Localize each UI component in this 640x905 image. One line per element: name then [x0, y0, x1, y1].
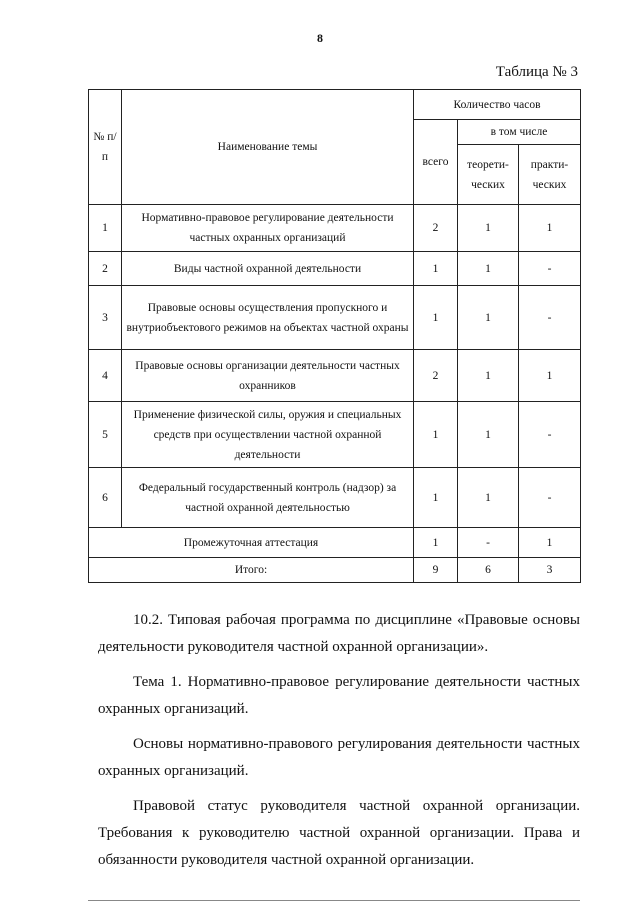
cell-total: 2	[414, 350, 458, 402]
cell-topic: Применение физической силы, оружия и специальных средств при осуществлении частной охранной деятельности	[122, 402, 414, 468]
cell-theory: 1	[458, 350, 519, 402]
cell-practice: -	[519, 286, 581, 350]
table-row	[89, 350, 581, 402]
cell-topic: Правовые основы организации деятельности частных охранников	[122, 350, 414, 402]
cell-theory: 1	[458, 205, 519, 252]
cell-total: 1	[414, 252, 458, 286]
cell-total: 1	[414, 402, 458, 468]
cell-total: 2	[414, 205, 458, 252]
paragraph-status: Правовой статус руководителя частной охранной организации. Требования к руководителю частной охранной организации. Права и обязанности руководителя частной охранной организации.	[98, 798, 580, 868]
cell-total: 1	[414, 468, 458, 528]
page-edge-line	[88, 900, 580, 901]
cell-num: 3	[89, 286, 122, 350]
table-row	[89, 286, 581, 350]
table-row	[89, 205, 581, 252]
table-caption: Таблица № 3	[495, 64, 578, 80]
cell-topic: Нормативно-правовое регулирование деятельности частных охранных организаций	[122, 205, 414, 252]
table-row	[89, 402, 581, 468]
cell-num: 1	[89, 205, 122, 252]
page-number: 8	[317, 31, 323, 45]
cell-topic: Виды частной охранной деятельности	[122, 252, 414, 286]
cell-practice: 1	[519, 350, 581, 402]
summary-theory: 6	[458, 558, 519, 583]
table-row	[89, 468, 581, 528]
cell-practice: -	[519, 252, 581, 286]
hours-table	[88, 89, 581, 583]
cell-practice: -	[519, 402, 581, 468]
summary-label: Итого:	[89, 558, 414, 583]
cell-theory: 1	[458, 286, 519, 350]
cell-num: 5	[89, 402, 122, 468]
header-num: № п/п	[89, 90, 122, 205]
interim-practice: 1	[519, 528, 581, 558]
header-hours: Количество часов	[414, 90, 581, 120]
interim-label: Промежуточная аттестация	[89, 528, 414, 558]
cell-practice: -	[519, 468, 581, 528]
cell-theory: 1	[458, 468, 519, 528]
cell-theory: 1	[458, 252, 519, 286]
header-total: всего	[414, 120, 458, 205]
header-topic: Наименование темы	[122, 90, 414, 205]
cell-num: 2	[89, 252, 122, 286]
cell-practice: 1	[519, 205, 581, 252]
interim-theory: -	[458, 528, 519, 558]
paragraph-basics: Основы нормативно-правового регулирования деятельности частных охранных организаций.	[98, 736, 580, 779]
summary-total: 9	[414, 558, 458, 583]
table-row	[89, 252, 581, 286]
cell-theory: 1	[458, 402, 519, 468]
header-practice: практи-ческих	[519, 145, 581, 205]
paragraph-section-title: 10.2. Типовая рабочая программа по дисциплине «Правовые основы деятельности руководителя частной охранной организации».	[98, 612, 580, 655]
header-including: в том числе	[458, 120, 581, 145]
cell-total: 1	[414, 286, 458, 350]
paragraph-topic-1: Тема 1. Нормативно-правовое регулирование деятельности частных охранных организаций.	[98, 674, 580, 717]
header-theory: теорети-ческих	[458, 145, 519, 205]
cell-num: 6	[89, 468, 122, 528]
cell-topic: Федеральный государственный контроль (надзор) за частной охранной деятельностью	[122, 468, 414, 528]
interim-total: 1	[414, 528, 458, 558]
summary-practice: 3	[519, 558, 581, 583]
cell-num: 4	[89, 350, 122, 402]
cell-topic: Правовые основы осуществления пропускного и внутриобъектового режимов на объектах частной охраны	[122, 286, 414, 350]
